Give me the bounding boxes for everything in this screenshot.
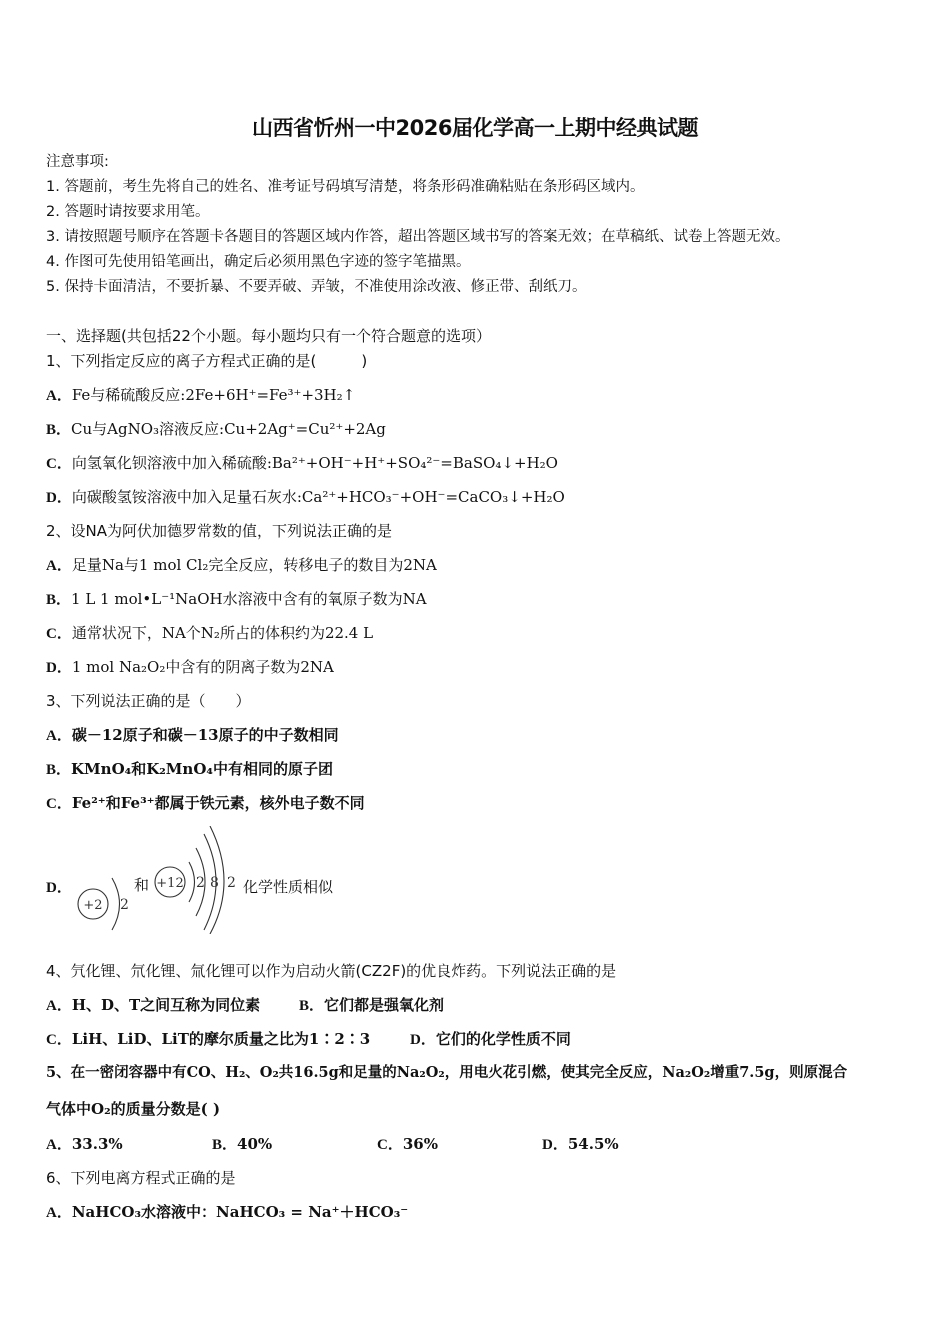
option-1a — [46, 385, 355, 406]
svg-text:8: 8 — [210, 875, 219, 891]
question-stem-5-line2: 气体中O₂的质量分数是( ) — [46, 1100, 221, 1118]
option-label: D． — [46, 490, 72, 506]
svg-text:2: 2 — [120, 897, 129, 913]
option-text: 足量Na与1 mol Cl₂完全反应，转移电子的数目为2NA — [71, 556, 437, 574]
svg-text:2: 2 — [227, 875, 236, 891]
option-3a — [46, 725, 339, 746]
option-4d: D．它们的化学性质不同 — [410, 1030, 571, 1048]
option-label: A． — [46, 388, 72, 404]
question-stem-4: 4、氕化锂、氘化锂、氚化锂可以作为启动火箭(CZ2F)的优良炸药。下列说法正确的是 — [46, 962, 617, 980]
option-6a: A．NaHCO₃水溶液中：NaHCO₃ = Na⁺＋HCO₃⁻ — [46, 1203, 409, 1221]
option-text: 1 L 1 mol•L⁻¹NaOH水溶液中含有的氧原子数为NA — [71, 590, 427, 608]
option-label: C． — [46, 456, 72, 472]
option-5a: A．33.3% — [46, 1135, 123, 1153]
option-label: A． — [46, 728, 72, 744]
option-text: Cu与AgNO₃溶液反应:Cu+2Ag⁺=Cu²⁺+2Ag — [71, 420, 386, 438]
option-text: 通常状况下，NA个N₂所占的体积约为22.4 L — [71, 624, 374, 642]
option-label: A． — [46, 558, 72, 574]
option-text: H、D、T之间互称为同位素 — [71, 996, 261, 1014]
option-3c — [46, 793, 365, 814]
notice-item: 4. 作图可先使用铅笔画出，确定后必须用黑色字迹的签字笔描黑。 — [46, 254, 471, 270]
option-1b — [46, 419, 386, 440]
notice-heading: 注意事项: — [46, 154, 109, 170]
option-4a: A．H、D、T之间互称为同位素 — [46, 996, 261, 1014]
option-text: 碳－12原子和碳－13原子的中子数相同 — [71, 726, 339, 744]
option-text: 向氢氧化钡溶液中加入稀硫酸:Ba²⁺+OH⁻+H⁺+SO₄²⁻=BaSO₄↓+H₂O — [71, 454, 558, 472]
option-label: C． — [46, 626, 72, 642]
option-1c — [46, 453, 558, 474]
option-3b — [46, 759, 333, 780]
notice-item: 5. 保持卡面清洁，不要折暴、不要弄破、弄皱，不准使用涂改液、修正带、刮纸刀。 — [46, 279, 587, 295]
option-label: B． — [46, 422, 72, 438]
option-text: 1 mol Na₂O₂中含有的阴离子数为2NA — [71, 658, 334, 676]
question-stem-1: 1、下列指定反应的离子方程式正确的是( ) — [46, 352, 368, 370]
option-label: C． — [46, 796, 72, 812]
option-5c: C．36% — [377, 1135, 438, 1153]
option-text: KMnO₄和K₂MnO₄中有相同的原子团 — [71, 760, 333, 778]
svg-text:2: 2 — [196, 875, 205, 891]
section-heading: 一、选择题(共包括22个小题。每小题均只有一个符合题意的选项） — [46, 327, 491, 345]
question-stem-6: 6、下列电离方程式正确的是 — [46, 1169, 236, 1187]
notice-item: 1. 答题前，考生先将自己的姓名、准考证号码填写清楚，将条形码准确粘贴在条形码区域内。 — [46, 179, 645, 195]
notice-item: 3. 请按照题号顺序在答题卡各题目的答题区域内作答，超出答题区域书写的答案无效；在草稿纸、试卷上答题无效。 — [46, 229, 790, 245]
svg-text:+2: +2 — [83, 898, 103, 913]
option-text: 它们都是强氧化剂 — [324, 996, 445, 1014]
option-2b — [46, 589, 427, 610]
notice-item: 2. 答题时请按要求用笔。 — [46, 204, 210, 220]
option-label: B． — [46, 762, 72, 778]
option-label: D． — [46, 660, 72, 676]
atom-structure-diagrams — [72, 826, 242, 934]
question-stem-2: 2、设NA为阿伏加德罗常数的值，下列说法正确的是 — [46, 522, 393, 540]
question-stem-5-line1: 5、在一密闭容器中有CO、H₂、O₂共16.5g和足量的Na₂O₂，用电火花引燃，使其完全反应，Na₂O₂增重7.5g，则原混合 — [46, 1064, 848, 1081]
option-4c: C．LiH、LiD、LiT的摩尔质量之比为1∶2∶3 — [46, 1030, 371, 1048]
option-1d — [46, 487, 565, 508]
option-4b: B．它们都是强氧化剂 — [299, 996, 445, 1014]
option-2c — [46, 623, 373, 644]
option-3d-label: D． — [46, 880, 72, 896]
page-title: 山西省忻州一中2026届化学高一上期中经典试题 — [252, 116, 698, 140]
option-text: Fe²⁺和Fe³⁺都属于铁元素，核外电子数不同 — [71, 794, 365, 812]
question-stem-3: 3、下列说法正确的是（ ） — [46, 692, 251, 710]
option-5d: D．54.5% — [542, 1135, 619, 1153]
option-label: B． — [46, 592, 72, 608]
svg-text:+12: +12 — [156, 876, 184, 891]
option-5b: B．40% — [212, 1135, 273, 1153]
option-3d-text: 化学性质相似 — [243, 878, 334, 896]
atom-diagram-svg — [72, 826, 242, 934]
option-2d — [46, 657, 334, 678]
option-2a — [46, 555, 437, 576]
svg-text:和: 和 — [134, 876, 150, 894]
option-text: 它们的化学性质不同 — [435, 1030, 571, 1048]
option-text: 向碳酸氢铵溶液中加入足量石灰水:Ca²⁺+HCO₃⁻+OH⁻=CaCO₃↓+H₂O — [71, 488, 565, 506]
option-text: Fe与稀硫酸反应:2Fe+6H⁺=Fe³⁺+3H₂↑ — [71, 386, 356, 404]
option-text: LiH、LiD、LiT的摩尔质量之比为1∶2∶3 — [71, 1030, 371, 1048]
